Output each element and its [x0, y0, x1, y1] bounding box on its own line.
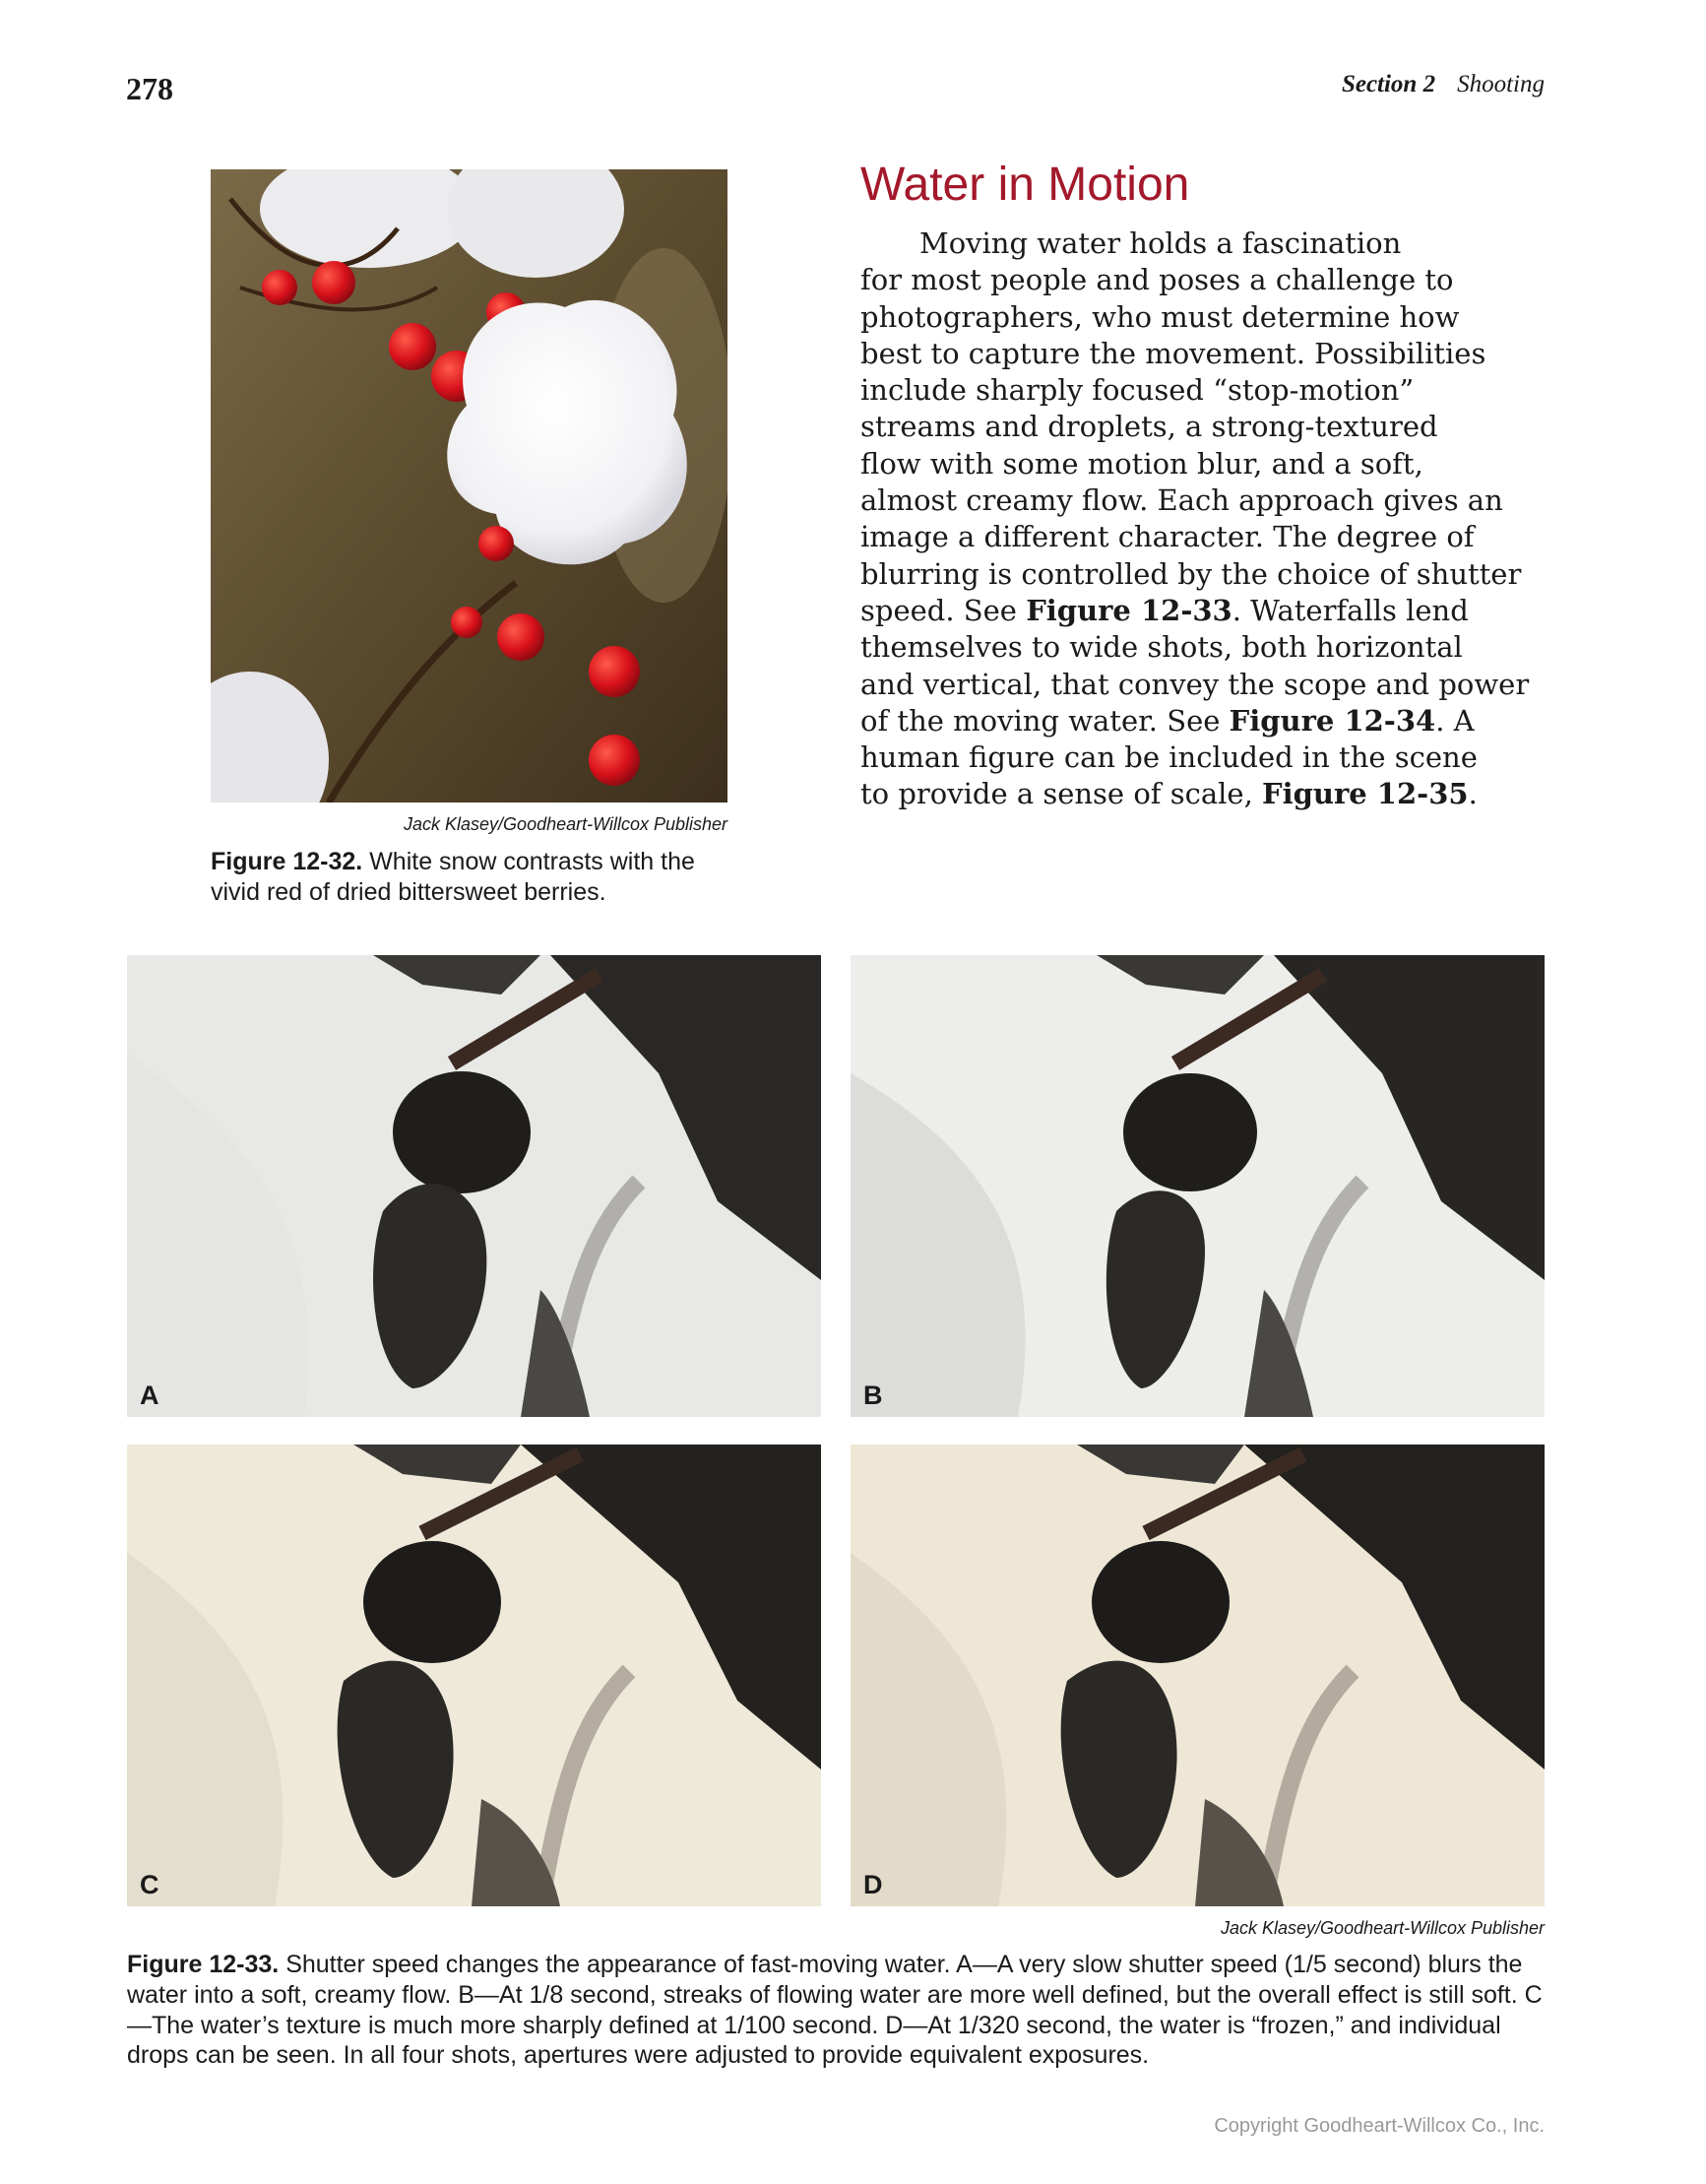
waterfall-photo-a — [127, 955, 821, 1417]
figure-ref-12-33: Figure 12-33 — [1026, 593, 1232, 627]
body-line — [860, 593, 1549, 629]
running-head — [1342, 71, 1545, 98]
figure-12-32-caption — [211, 847, 723, 908]
body-line: themselves to wide shots, both horizontal — [860, 630, 1463, 665]
body-line: for most people and poses a challenge to — [860, 263, 1454, 297]
body-text-run: . Waterfalls lend — [1232, 593, 1469, 627]
panel-label-c: C — [140, 1870, 159, 1899]
body-paragraph — [860, 225, 1549, 813]
body-text-run: . — [1468, 777, 1478, 811]
body-line: streams and droplets, a strong-textured — [860, 410, 1438, 444]
section-title: Water in Motion — [860, 159, 1190, 211]
figure-12-32-credit: Jack Klasey/Goodheart-Willcox Publisher — [404, 814, 727, 834]
running-head-chapter: Shooting — [1457, 71, 1545, 97]
body-line: image a different character. The degree of — [860, 520, 1475, 554]
figure-12-33-label: Figure 12-33. — [127, 1951, 280, 1978]
body-text-run: to provide a sense of scale, — [860, 777, 1263, 811]
figure-12-33-caption-text: Shutter speed changes the appearance of fast-moving water. A—A very slow shutter speed (1/5 second) blurs the water into a soft, creamy flow. B—At 1/8 second, streaks of flowing water are more well defined, but the overall effect is still soft. C—The water’s texture is much more sharply defined at 1/100 second. D—At 1/320 second, the water is “frozen,” and individual drops can be seen. In all four shots, apertures were adjusted to provide equivalent exposures. — [127, 1951, 1543, 2070]
waterfall-photo-c — [127, 1445, 821, 1906]
body-line — [860, 703, 1549, 739]
figure-12-33-caption — [127, 1950, 1545, 2071]
figure-12-32-caption-text: White snow contrasts with the vivid red of dried bittersweet berries. — [211, 848, 695, 906]
panel-label-d: D — [863, 1870, 883, 1899]
figure-ref-12-35: Figure 12-35 — [1262, 777, 1469, 811]
panel-label-a: A — [140, 1381, 159, 1410]
body-line: best to capture the movement. Possibilities — [860, 336, 1486, 370]
figure-12-33-credit: Jack Klasey/Goodheart-Willcox Publisher — [1221, 1918, 1545, 1938]
waterfall-photo-d — [851, 1445, 1545, 1906]
body-line: and vertical, that convey the scope and power — [860, 667, 1530, 701]
waterfall-photo-b — [851, 955, 1545, 1417]
panel-label-b: B — [863, 1381, 883, 1410]
body-line: human figure can be included in the scene — [860, 740, 1478, 775]
copyright: Copyright Goodheart-Willcox Co., Inc. — [1214, 2115, 1545, 2137]
running-head-section: Section 2 — [1341, 71, 1436, 97]
body-text-run: . A — [1435, 703, 1475, 738]
berry-snow-photo — [211, 169, 727, 803]
body-text-run: of the moving water. See — [860, 703, 1230, 738]
section-body — [860, 225, 1549, 813]
body-line: Moving water holds a fascination — [919, 226, 1402, 260]
body-text-run: speed. See — [860, 593, 1027, 627]
body-line: blurring is controlled by the choice of shutter — [860, 556, 1522, 591]
body-line: flow with some motion blur, and a soft, — [860, 446, 1423, 481]
body-line: almost creamy flow. Each approach gives an — [860, 483, 1503, 518]
body-line: include sharply focused “stop-motion” — [860, 373, 1415, 408]
figure-ref-12-34: Figure 12-34 — [1229, 703, 1436, 738]
page-number: 278 — [126, 71, 173, 106]
body-line: photographers, who must determine how — [860, 299, 1460, 334]
figure-12-32-label: Figure 12-32. — [211, 848, 363, 875]
body-line — [860, 776, 1549, 812]
